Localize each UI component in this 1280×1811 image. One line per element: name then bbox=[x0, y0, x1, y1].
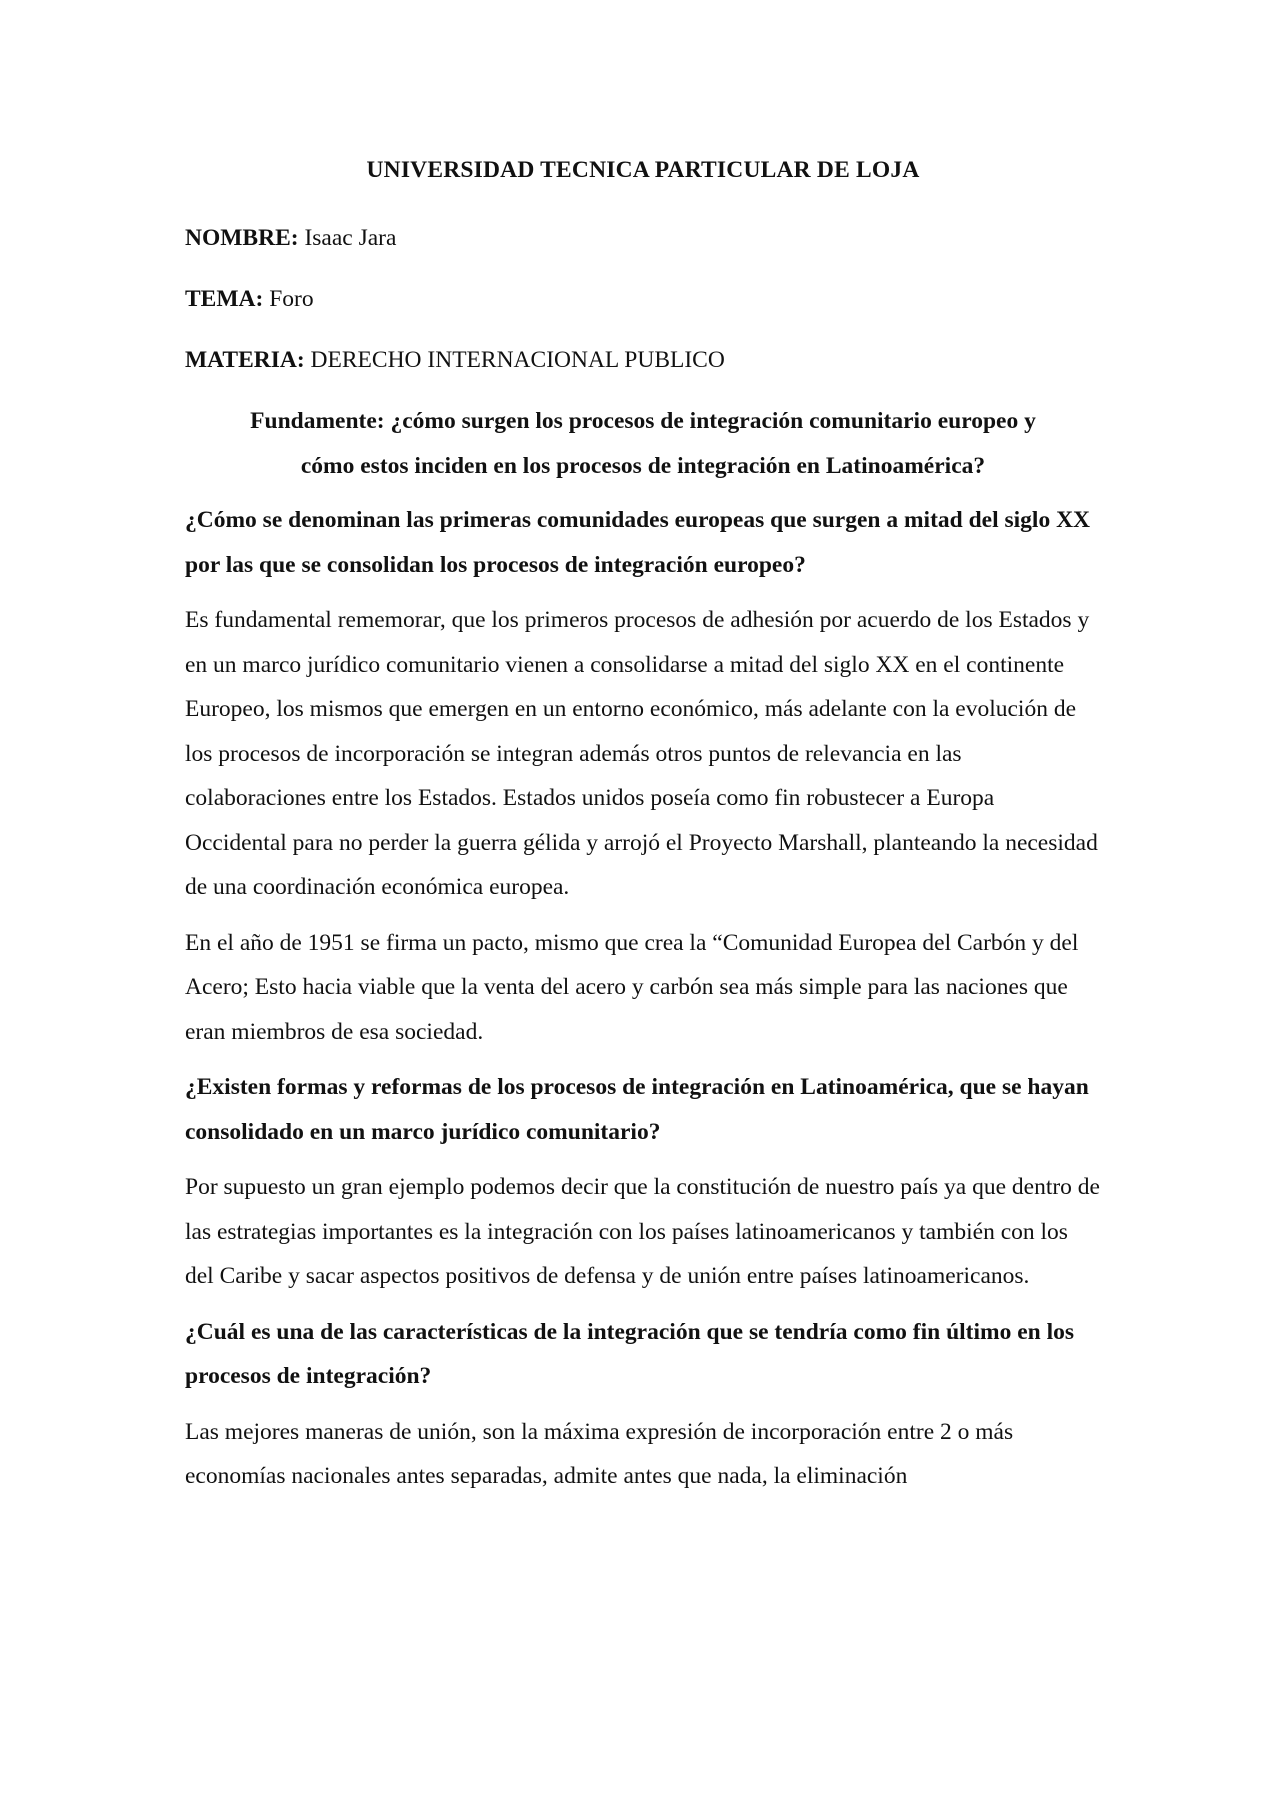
document-page bbox=[185, 148, 1101, 1510]
prompt-line-1: Fundamente: ¿cómo surgen los procesos de integración comunitario europeo y bbox=[250, 408, 1036, 434]
paragraph-3: Por supuesto un gran ejemplo podemos decir que la constitución de nuestro país ya que dentro de las estrategias importantes es la integración con los países latinoamericanos y también con los del Caribe y sacar aspectos positivos de defensa y de unión entre países latinoamericanos. bbox=[185, 1174, 1100, 1289]
prompt-line-2: cómo estos inciden en los procesos de integración en Latinoamérica? bbox=[300, 452, 986, 479]
subject-field bbox=[185, 338, 1101, 382]
prompt-heading bbox=[185, 399, 1101, 488]
name-field bbox=[185, 216, 1101, 260]
paragraph-4: Las mejores maneras de unión, son la máxima expresión de incorporación entre 2 o más economías nacionales antes separadas, admite antes que nada, la eliminación bbox=[185, 1418, 1014, 1489]
question-3: ¿Cuál es una de las características de la integración que se tendría como fin último en los procesos de integración? bbox=[185, 1318, 1075, 1389]
topic-label: TEMA: bbox=[185, 286, 264, 312]
name-value: Isaac Jara bbox=[304, 225, 397, 251]
subject-label: MATERIA: bbox=[185, 347, 305, 373]
topic-value: Foro bbox=[269, 286, 314, 312]
question-2: ¿Existen formas y reformas de los procesos de integración en Latinoamérica, que se hayan consolidado en un marco jurídico comunitario? bbox=[185, 1074, 1089, 1145]
topic-field bbox=[185, 277, 1101, 321]
question-1: ¿Cómo se denominan las primeras comunidades europeas que surgen a mitad del siglo XX por las que se consolidan los procesos de integración europeo? bbox=[185, 507, 1091, 578]
paragraph-1: Es fundamental rememorar, que los primeros procesos de adhesión por acuerdo de los Estados y en un marco jurídico comunitario vienen a consolidarse a mitad del siglo XX en el continente Europeo, los mismos que emergen en un entorno económico, más adelante con la evolución de los procesos de incorporación se integran además otros puntos de relevancia en las colaboraciones entre los Estados. Estados unidos poseía como fin robustecer a Europa Occidental para no perder la guerra gélida y arrojó el Proyecto Marshall, planteando la necesidad de una coordinación económica europea. bbox=[185, 607, 1098, 900]
name-label: NOMBRE: bbox=[185, 225, 299, 251]
paragraph-2: En el año de 1951 se firma un pacto, mismo que crea la “Comunidad Europea del Carbón y del Acero; Esto hacia viable que la venta del acero y carbón sea más simple para las naciones que eran miembros de esa sociedad. bbox=[185, 929, 1079, 1045]
document-title: UNIVERSIDAD TECNICA PARTICULAR DE LOJA bbox=[366, 157, 920, 183]
subject-value: DERECHO INTERNACIONAL PUBLICO bbox=[310, 347, 725, 373]
